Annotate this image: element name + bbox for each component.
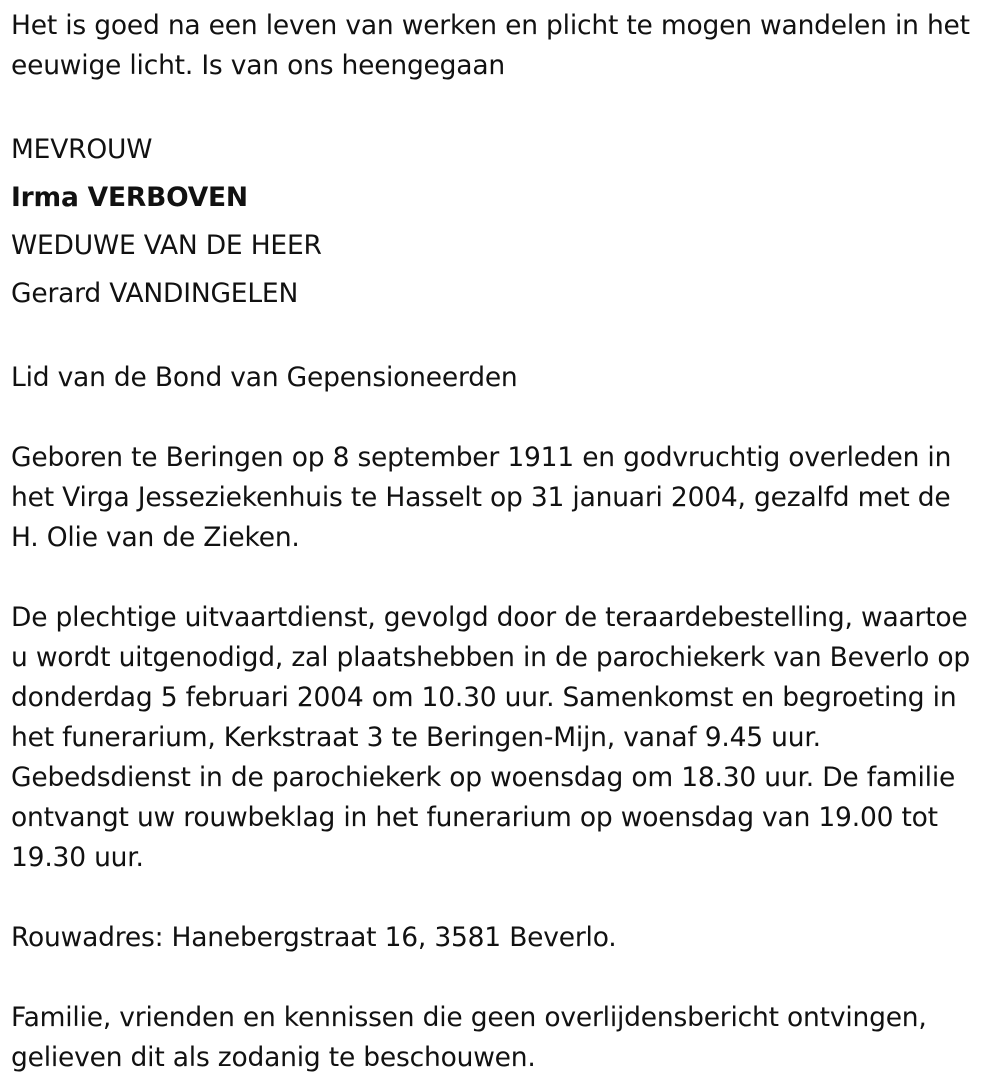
deceased-name <box>11 174 1000 222</box>
membership-line: Lid van de Bond van Gepensioneerden <box>11 362 518 393</box>
birth-death-paragraph <box>11 438 1000 558</box>
deceased-relation: WEDUWE VAN DE HEER <box>11 230 322 261</box>
deceased-first-name: Irma <box>11 182 79 213</box>
spacer <box>11 318 1000 358</box>
funeral-line: donderdag 5 februari 2004 om 10.30 uur. Samenkomst en begroeting in <box>11 682 957 713</box>
deceased-block <box>11 126 1000 318</box>
closing-paragraph <box>11 998 1000 1078</box>
deceased-last-name: VERBOVEN <box>87 182 248 213</box>
intro-paragraph <box>11 6 1000 86</box>
spacer <box>11 86 1000 126</box>
funeral-paragraph <box>11 598 1000 878</box>
intro-line: Het is goed na een leven van werken en plicht te mogen wandelen in het <box>11 10 970 41</box>
spacer <box>11 958 1000 998</box>
address-paragraph <box>11 918 1000 958</box>
deceased-spouse: Gerard VANDINGELEN <box>11 278 299 309</box>
spacer <box>11 398 1000 438</box>
membership-paragraph <box>11 358 1000 398</box>
birth-death-line: H. Olie van de Zieken. <box>11 522 300 553</box>
closing-line: gelieven dit als zodanig te beschouwen. <box>11 1042 536 1073</box>
funeral-line: Gebedsdienst in de parochiekerk op woensdag om 18.30 uur. De familie <box>11 762 956 793</box>
closing-line: Familie, vrienden en kennissen die geen overlijdensbericht ontvingen, <box>11 1002 927 1033</box>
funeral-line: 19.30 uur. <box>11 842 144 873</box>
funeral-line: De plechtige uitvaartdienst, gevolgd door de teraardebestelling, waartoe <box>11 602 968 633</box>
deceased-title: MEVROUW <box>11 134 153 165</box>
birth-death-line: Geboren te Beringen op 8 september 1911 en godvruchtig overleden in <box>11 442 952 473</box>
funeral-line: ontvangt uw rouwbeklag in het funerarium op woensdag van 19.00 tot <box>11 802 938 833</box>
funeral-line: het funerarium, Kerkstraat 3 te Beringen-Mijn, vanaf 9.45 uur. <box>11 722 821 753</box>
intro-line: eeuwige licht. Is van ons heengegaan <box>11 50 505 81</box>
address-line: Rouwadres: Hanebergstraat 16, 3581 Beverlo. <box>11 922 617 953</box>
birth-death-line: het Virga Jesseziekenhuis te Hasselt op 31 januari 2004, gezalfd met de <box>11 482 951 513</box>
funeral-line: u wordt uitgenodigd, zal plaatshebben in de parochiekerk van Beverlo op <box>11 642 971 673</box>
spacer <box>11 878 1000 918</box>
spacer <box>11 558 1000 598</box>
